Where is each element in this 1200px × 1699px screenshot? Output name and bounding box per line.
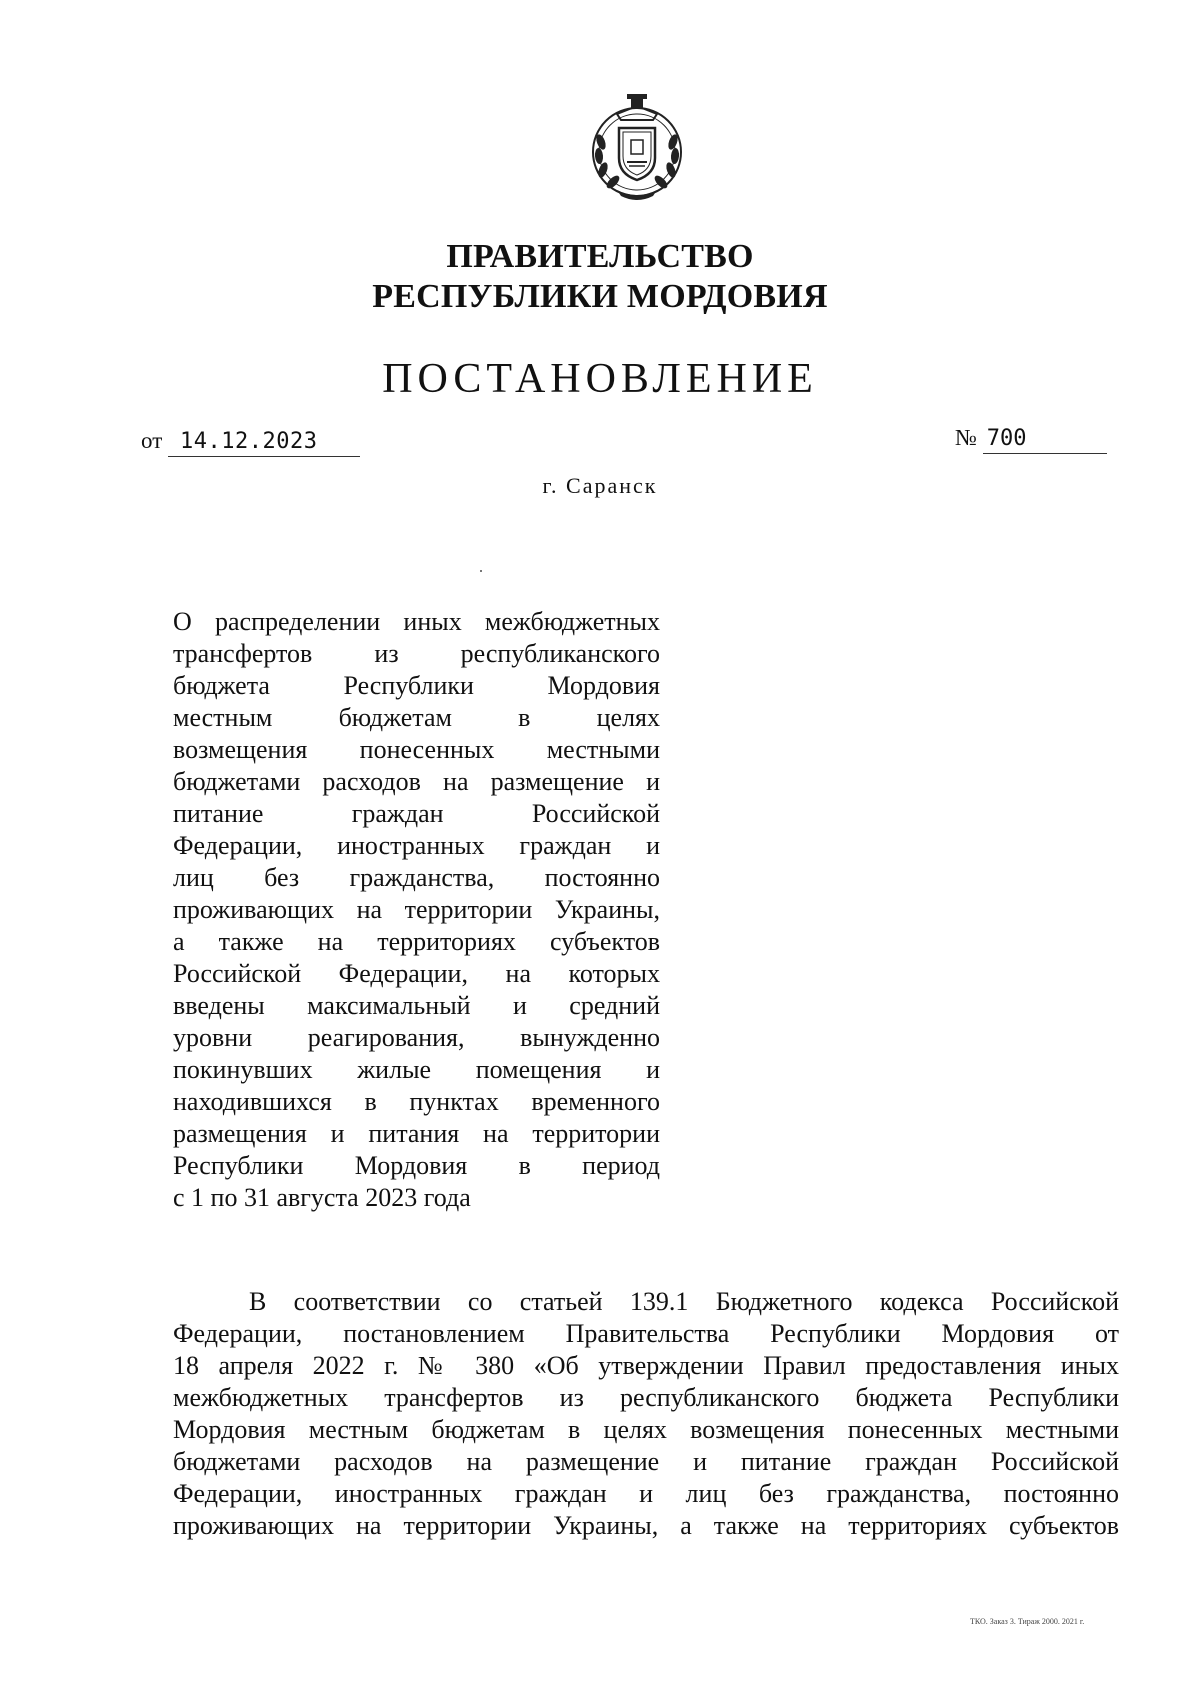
title-line: Российской Федерации, на которых bbox=[173, 959, 660, 988]
number-prefix: № bbox=[955, 425, 977, 450]
title-line: введены максимальный и средний bbox=[173, 991, 660, 1020]
organization-name-line2: РЕСПУБЛИКИ МОРДОВИЯ bbox=[372, 278, 828, 315]
title-line: бюджетами расходов на размещение и bbox=[173, 767, 660, 796]
title-line: уровни реагирования, вынужденно bbox=[173, 1023, 660, 1052]
document-body bbox=[173, 1286, 1119, 1542]
body-line: проживающих на территории Украины, а также на территориях субъектов bbox=[173, 1511, 1119, 1540]
body-line: 18 апреля 2022 г. № 380 «Об утверждении Правил предоставления иных bbox=[173, 1351, 1119, 1380]
document-type: ПОСТАНОВЛЕНИЕ bbox=[382, 356, 818, 402]
scan-speck bbox=[480, 570, 482, 572]
title-line: возмещения понесенных местными bbox=[173, 735, 660, 764]
body-line: Мордовия местным бюджетам в целях возмещения понесенных местными bbox=[173, 1415, 1119, 1444]
title-line: покинувших жилые помещения и bbox=[173, 1055, 660, 1084]
city: г. Саранск bbox=[542, 473, 658, 498]
title-line: местным бюджетам в целях bbox=[173, 703, 660, 732]
body-line: бюджетами расходов на размещение и питание граждан Российской bbox=[173, 1447, 1119, 1476]
document-number bbox=[955, 424, 1107, 454]
title-line: проживающих на территории Украины, bbox=[173, 895, 660, 924]
title-line: а также на территориях субъектов bbox=[173, 927, 660, 956]
date-value: 14.12.2023 bbox=[168, 428, 360, 457]
title-line: Республики Мордовия в период bbox=[173, 1151, 660, 1180]
title-line: Федерации, иностранных граждан и bbox=[173, 831, 660, 860]
body-line: Федерации, иностранных граждан и лиц без гражданства, постоянно bbox=[173, 1479, 1119, 1508]
title-line: питание граждан Российской bbox=[173, 799, 660, 828]
body-line: В соответствии со статьей 139.1 Бюджетного кодекса Российской bbox=[249, 1287, 1119, 1316]
body-line: межбюджетных трансфертов из республиканского бюджета Республики bbox=[173, 1383, 1119, 1412]
title-line: находившихся в пунктах временного bbox=[173, 1087, 660, 1116]
date-prefix: от bbox=[141, 428, 163, 453]
document-date bbox=[141, 427, 360, 457]
coat-of-arms-icon bbox=[587, 92, 687, 204]
number-value: 700 bbox=[983, 425, 1107, 454]
title-line: О распределении иных межбюджетных bbox=[173, 607, 660, 636]
organization-name-line1: ПРАВИТЕЛЬСТВО bbox=[446, 238, 754, 275]
title-line: трансфертов из республиканского bbox=[173, 639, 660, 668]
title-line: лиц без гражданства, постоянно bbox=[173, 863, 660, 892]
body-line: Федерации, постановлением Правительства Республики Мордовия от bbox=[173, 1319, 1119, 1348]
print-run-note: ТКО. Заказ 3. Тираж 2000. 2021 г. bbox=[970, 1617, 1085, 1626]
title-line: размещения и питания на территории bbox=[173, 1119, 660, 1148]
title-line: бюджета Республики Мордовия bbox=[173, 671, 660, 700]
title-line: с 1 по 31 августа 2023 года bbox=[173, 1183, 471, 1212]
document-title bbox=[173, 606, 660, 1214]
